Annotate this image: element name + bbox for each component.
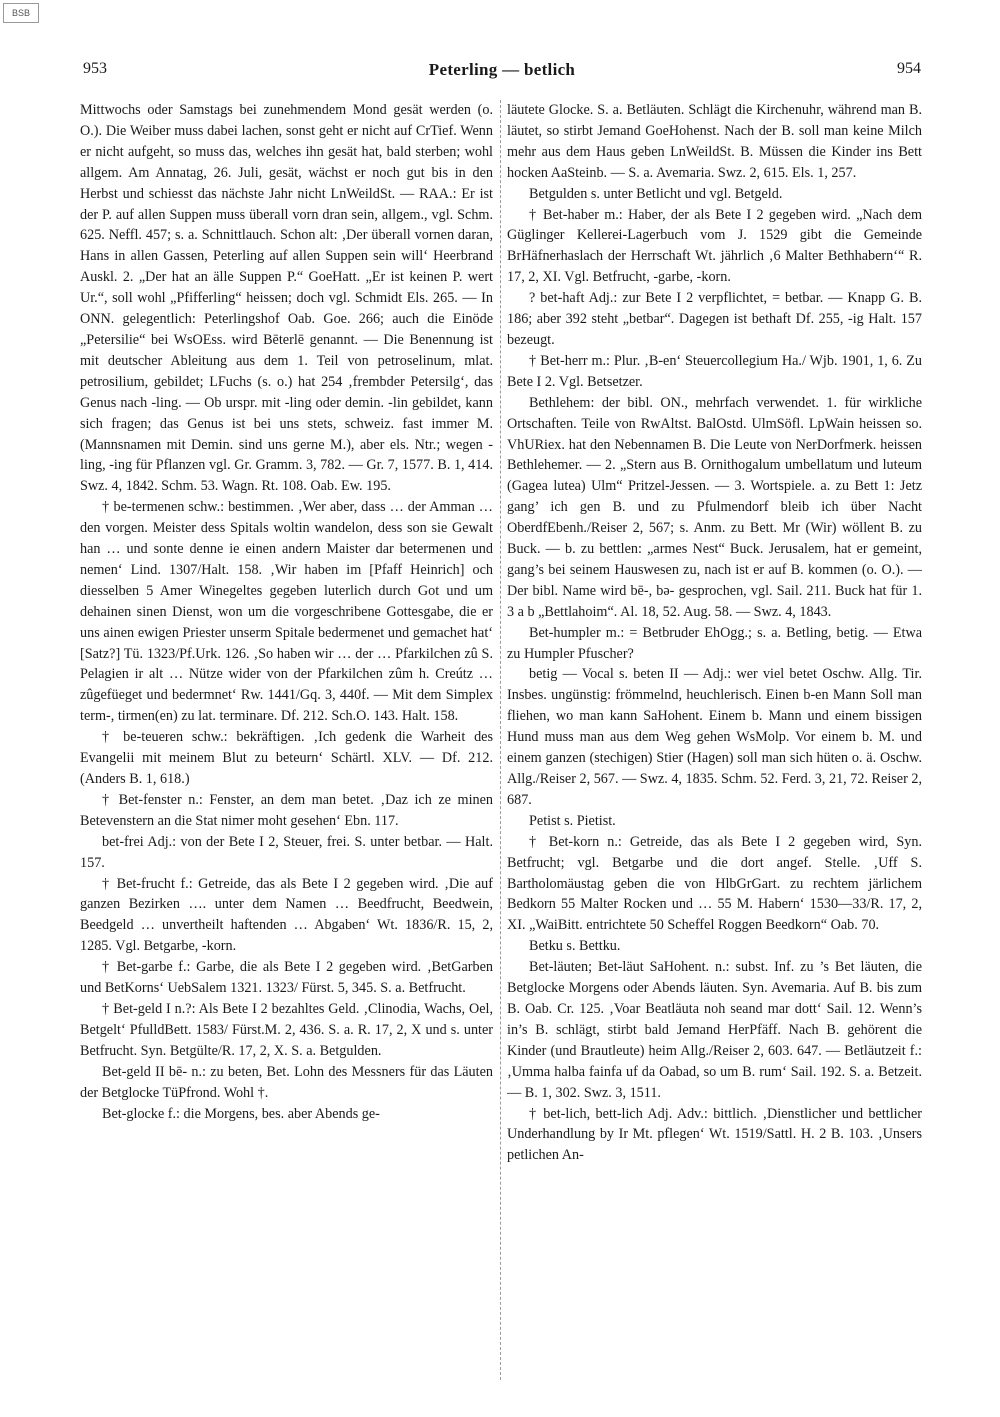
right-column bbox=[507, 100, 922, 1400]
page-number-right: 954 bbox=[897, 60, 921, 77]
entry-beteueren: † be-teueren schw.: bekräftigen. ‚Ich gedenk die Warheit des Evangelii mit meinem Blut zu beteurn‘ Schärtl. XLV. — Df. 212. (Anders B. 1, 618.) bbox=[80, 729, 493, 787]
entry-betgeld-2: Bet-geld II bē- n.: zu beten, Bet. Lohn des Messners für das Läuten der Betglocke TüPfrond. Wohl †. bbox=[80, 1063, 493, 1101]
page-number-left: 953 bbox=[83, 60, 107, 77]
entry-betgarbe: † Bet-garbe f.: Garbe, die als Bete I 2 gegeben wird. ‚BetGarben und BetKorns‘ UebSalem 1321. 1323/ Fürst. 5, 345. S. a. Betfrucht. bbox=[80, 959, 493, 997]
entry-betherr: † Bet-herr m.: Plur. ‚B-en‘ Steuercollegium Ha./ Wjb. 1901, 1, 6. Zu Bete I 2. Vgl. Betsetzer. bbox=[507, 352, 922, 390]
entry-betfrei: bet-frei Adj.: von der Bete I 2, Steuer, frei. S. unter betbar. — Halt. 157. bbox=[80, 833, 493, 871]
library-stamp: BSB bbox=[3, 3, 39, 23]
entry-bethumpler: Bet-humpler m.: = Betbruder EhOgg.; s. a. Betling, betig. — Etwa zu Humpler Pfuscher? bbox=[507, 624, 922, 662]
entry-betlaeuten: Bet-läuten; Bet-läut SaHohent. n.: subst. Inf. zu ’s Bet läuten, die Betglocke Morgens oder Abends läuten. Syn. Avemaria. Auf B. bis zum B. Oab. Cr. 125. ‚Voar Beatläuta noh seand mar dott‘ Sail. 12. Wenn’s in’s B. schlägt, stirbt bald Jemand HerPfäff. Nach B. gehörent die Kinder (und Brautleute) heim Allg./Reiser 2, 603. 647. — Betläutzeit f.: ‚Umma halba fainfa uf da Oabad, so um B. rum‘ Sail. 192. S. a. Betzeit. — B. 1, 302. Swz. 3, 1511. bbox=[507, 959, 922, 1101]
entry-betglocke: Bet-glocke f.: die Morgens, bes. aber Abends ge- bbox=[102, 1105, 380, 1122]
entry-betku: Betku s. Bettku. bbox=[529, 938, 621, 955]
entry-petist: Petist s. Pietist. bbox=[529, 812, 616, 829]
entry-betfenster: † Bet-fenster n.: Fenster, an dem man betet. ‚Daz ich ze minen Betevenstern an die Stat nimer moht gesehen‘ Ebn. 117. bbox=[80, 791, 493, 829]
left-column bbox=[80, 100, 493, 1400]
entry-betfrucht: † Bet-frucht f.: Getreide, das als Bete I 2 gegeben wird. ‚Die auf ganzen Bezirken …. unter dem Namen … Beedfrucht, Beedwein, Beedgeld … unvertheilt haftenden … Abgaben‘ Wt. 1836/R. 15, 2, 1285. Vgl. Betgarbe, -korn. bbox=[80, 875, 493, 955]
entry-betlich: † bet-lich, bett-lich Adj. Adv.: bittlich. ‚Dienstlicher und bettlicher Underhandlung by Ir Mt. pflegen‘ Wt. 1519/Sattl. H. 2 B. 103. ‚Unsers petlichen An- bbox=[507, 1105, 922, 1164]
entry-bethaber: † Bet-haber m.: Haber, der als Bete I 2 gegeben wird. „Nach dem Güglinger Kellerei-Lagerbuch vom J. 1529 gibt die Gemeinde BrHäfnerhaslach der Herrschaft Wt. jährlich ‚6 Malter Bethhabern‘“ R. 17, 2, XI. Vgl. Betfrucht, -garbe, -korn. bbox=[507, 206, 922, 286]
entry-bethaft: ? bet-haft Adj.: zur Bete I 2 verpflichtet, = betbar. — Knapp G. B. 186; aber 392 steht „betbar“. Dagegen ist bethaft Df. 255, -ig Halt. 157 bezeugt. bbox=[507, 290, 922, 348]
entry-betermenen: † be-termenen schw.: bestimmen. ‚Wer aber, dass … der Amman … den vorgen. Meister dess Spitals woltin wandelon, dess son sie Gewalt han … und sonte denne ie einen andern Maister dar betermenen und nemen‘ Lind. 1307/Halt. 158. ‚Wir haben im [Pfaff Heinrich] och diesselben 5 Amer Winegeltes gegeben luterlich durch Got und um dehainen sinen Dienst, won um die vorgeschribene Gottesgabe, die er uns ainen ewigen Priester unserm Spitale bedermenet und gemachet hat‘ [Satz?] Tü. 1323/Pf.Urk. 126. ‚So haben wir … der … Pfarkilchen zû S. Pelagien ir alt … Nütze wider von der Pfarkilchen zûm h. Creútz … zûgefüeget und bedermnet‘ Rw. 1441/Gq. 3, 440f. — Mit dem Simplex term-, tirmen(en) zu lat. terminare. Df. 212. Sch.O. 143. Halt. 158. bbox=[80, 499, 493, 725]
entry-betgulden: Betgulden s. unter Betlicht und vgl. Betgeld. bbox=[529, 185, 783, 202]
paragraph: läutete Glocke. S. a. Betläuten. Schlägt die Kirchenuhr, während man B. läutet, so stirbt Jemand GoeHohenst. Nach der B. soll man keine Milch mehr aus dem Haus geben LnWeildSt. B. Müssen die Kinder ins Bett hocken AaSteinb. — S. a. Avemaria. Swz. 2, 615. Els. 1, 257. bbox=[507, 102, 922, 181]
entry-bethlehem: Bethlehem: der bibl. ON., mehrfach verwendet. 1. für wirkliche Ortschaften. Teile von RwAltst. BalOstd. UlmSöfl. LpWain heissen so. VhURiex. hat den Nebennamen B. Die Leute von NerDorfmerk. heissen Bethlehemer. — 2. „Stern aus B. Ornithogalum umbellatum und luteum (Gagea lutea) Ulm“ Pritzel-Jessen. — 3. Wortspiele. a. zu Bett 1: Jetz gang’ ich gen B. und zu Pfulmendorf bleib ich über Nacht OberdfEbenh./Reiser 2, 567; s. Anm. zu Bett. Mr (Wir) wöllent B. zu Buck. — b. zu bettlen: „armes Nest“ Buck. Jerusalem, hat er gemeint, gang’s bei seinem Hauswesen zu, nach ist er auf B. kommen (o. O.). — Der bibl. Name wird bē-, bǝ- gesprochen, vgl. Sail. 211. Buck hat für 1. 3 a b „Bettlahoim“. Al. 18, 52. Aug. 58. — Swz. 4, 1843. bbox=[507, 394, 922, 620]
entry-betgeld-1: † Bet-geld I n.?: Als Bete I 2 bezahltes Geld. ‚Clinodia, Wachs, Oel, Betgelt‘ PfulldBett. 1583/ Fürst.M. 2, 436. S. a. R. 17, 2, X und s. unter Betfrucht. Syn. Betgülte/R. 17, 2, X. S. a. Betgulden. bbox=[80, 1000, 493, 1059]
running-head: Peterling — betlich bbox=[428, 60, 576, 79]
entry-betig: betig — Vocal s. beten II — Adj.: wer viel betet Oschw. Allg. Tir. Insbes. ungünstig: frömmelnd, heuchlerisch. Einen b-en Mann Soll man fliehen, wo man kann SaHohent. Einem b. Mann und einem bissigen Hund muss man aus dem Weg gehen WsMolp. Vor einem b. M. und einem ganzen (stechigen) Stier (Hagen) soll man sich hüten o. ä. Oschw. Allg./Reiser 2, 567. — Swz. 4, 1835. Schm. 52. Ferd. 3, 21, 72. Reiser 2, 687. bbox=[507, 666, 922, 808]
paragraph: Mittwochs oder Samstags bei zunehmendem Mond gesät werden (o. O.). Die Weiber muss dabei lachen, sonst geht er nicht auf CrTief. Wenn er nicht aufgeht, so muss das, welches ihn gesät hat, bald sterben; wohl allgem. Am Annatag, 26. Juli, gesät, wächst er noch gut bis in den Herbst und schiesst das nächste Jahr nicht LnWeildSt. — RAA.: Er ist der P. auf allen Suppen muss überall vorn dran sein, allgem., vgl. Schm. 625. Neffl. 457; s. a. Schnittlauch. Schon alt: ‚Der überall vornen daran, Hans in allen Gassen, Peterling auf allen Suppen sein will‘ Heerbrand Auskl. 2. „Der hat an älle Suppen P.“ GoeHatt. „Er ist keinen P. wert Ur.“, soll wohl „Pfifferling“ heissen; doch vgl. Schmidt Els. 265. — In ONN. gelegentlich: Peterlingshof Oab. Goe. 266; auch die Einöde „Petersilie“ bei WsOEss. wird Bēterlē genannt. — Die Benennung ist mit deutscher Ableitung aus dem 1. Teil von petroselinum, mlat. petrosilium, gebildet; LFuchs (s. o.) hat 254 ‚frembder Petersilg‘, das Genus nach -ling. — Ob urspr. mit -ling oder demin. -lin gebildet, kann sich fragen; das Genus ist bei uns stets, schweiz. fast immer M. (Mannsnamen mit Demin. sind uns gerne M.), aber els. Ntr.; wegen -ling, -ing für Pflanzen vgl. Gr. Gramm. 3, 782. — Gr. 7, 1577. B. 1, 414. Swz. 4, 1842. Schm. 53. Wagn. Rt. 108. Oab. Ew. 195. bbox=[80, 102, 493, 495]
column-divider bbox=[500, 100, 501, 1380]
entry-betkorn: † Bet-korn n.: Getreide, das als Bete I 2 gegeben wird, Syn. Betfrucht; vgl. Betgarbe und die dort angef. Stelle. ‚Uff S. Bartholomäustag geben die von HlbGrGart. zu rechtem järlichem Bedkorn 55 Malter Rocken und … 55 M. Habern‘ 1530—33/R. 17, 2, XI. „WaiBitt. entrichtete 50 Scheffel Roggen Beedkorn“ Oab. 70. bbox=[507, 833, 922, 934]
page-header bbox=[83, 60, 921, 84]
